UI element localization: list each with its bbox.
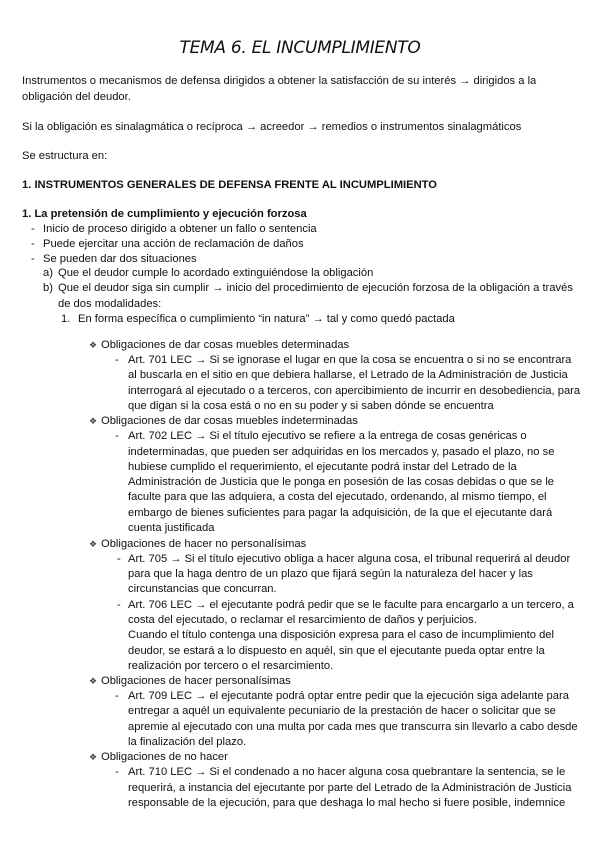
article-line: Art. 701 LEC → Si se ignorase el lugar en que la cosa se encuentra o si no se encontrara [128,354,572,366]
article-line: requerirá, a instancia del ejecutante por parte del Letrado de la Administración de Justicia [128,782,572,794]
article-line: Art. 705 → Si el título ejecutivo obliga a hacer alguna cosa, el tribunal requerirá al deudor [128,553,571,565]
article-line: Art. 706 LEC → el ejecutante podrá pedir que se le faculte para encargarlo a un tercero, a [128,599,574,611]
dash-marker: - [117,599,121,611]
bullet-item: Puede ejercitar una acción de reclamación de daños [43,238,304,250]
article-line: Cuando el título contenga una disposición expresa para el caso de incumplimiento del [128,629,555,641]
article-line: Art. 702 LEC → Si el título ejecutivo se refiere a la entrega de cosas genéricas o [128,430,527,442]
article-line: indeterminadas, que pueden ser adquiridas en los mercados y, pasado el plazo, no se [128,446,555,458]
article-line: la finalización del plazo. [128,736,247,748]
situation-a: Que el deudor cumple lo acordado extinguiéndose la obligación [58,267,374,279]
dash-marker: - [117,553,121,565]
article-line: entregar a aquél un equivalente pecuniario de la prestación de hacer o solicitar que se [128,705,556,717]
article-line: embargo de bienes suficientes para pagar la adquisición, de la que el ejecutante dará [128,507,553,519]
intro-line: Instrumentos o mecanismos de defensa dirigidos a obtener la satisfacción de su interés → dirigidos a la [22,75,537,87]
article-line: Art. 710 LEC → Si el condenado a no hacer alguna cosa quebrantare la sentencia, se le [128,766,566,778]
article-line: que digan si la cosa está o no en su poder y si saben dónde se encuentra [128,400,494,412]
article-line: circunstancias que concurran. [128,583,277,595]
diamond-bullet-icon: ❖ [89,676,98,686]
list-marker: 1. [61,313,71,325]
dash-marker: - [31,253,35,265]
situation-b: de dos modalidades: [58,298,162,310]
intro-paragraph: Se estructura en: [22,150,108,162]
dash-marker: - [31,238,35,250]
dash-marker: - [115,354,119,366]
article-line: apremie al ejecutado con una multa por cada mes que transcurra sin llevarlo a cabo desde [128,721,578,733]
dash-marker: - [115,766,119,778]
situation-b: Que el deudor siga sin cumplir → inicio del procedimiento de ejecución forzosa de la obligación a través [58,282,573,294]
dash-marker: - [115,690,119,702]
bullet-item: Inicio de proceso dirigido a obtener un fallo o sentencia [43,223,317,235]
diamond-bullet-icon: ❖ [89,752,98,762]
dash-marker: - [31,223,35,235]
intro-paragraph: Si la obligación es sinalagmática o recíproca → acreedor → remedios o instrumentos sinalagmáticos [22,121,522,133]
obligation-label: Obligaciones de dar cosas muebles indeterminadas [101,415,358,427]
diamond-bullet-icon: ❖ [89,416,98,426]
obligation-label: Obligaciones de no hacer [101,751,228,763]
article-line: deudor, se estará a lo dispuesto en aquél, sin que el ejecutante pueda optar entre la [128,645,545,657]
article-line: faculte para que las adquiera, a costa del ejecutado, ordenando, al mismo tiempo, el [128,491,547,503]
obligation-label: Obligaciones de dar cosas muebles determinadas [101,339,350,351]
article-line: hubiese cumplido el requerimiento, el ejecutante podrá instar del Letrado de la [128,461,517,473]
article-line: cuenta justificada [128,522,215,534]
dash-marker: - [115,430,119,442]
diamond-bullet-icon: ❖ [89,340,98,350]
page-title: TEMA 6. EL INCUMPLIMIENTO [179,38,421,58]
article-line: para que la haga dentro de un plazo que fijará según la naturaleza del hacer y las [128,568,533,580]
article-line: realización por tercero o el resarcimiento. [128,660,334,672]
section-heading: 1. INSTRUMENTOS GENERALES DE DEFENSA FRENTE AL INCUMPLIMIENTO [22,179,438,191]
diamond-bullet-icon: ❖ [89,539,98,549]
modality-1: En forma específica o cumplimiento “in natura” → tal y como quedó pactada [78,313,455,325]
obligation-label: Obligaciones de hacer personalísimas [101,675,291,687]
obligation-label: Obligaciones de hacer no personalísimas [101,538,307,550]
bullet-item: Se pueden dar dos situaciones [43,253,197,265]
list-marker: a) [43,267,53,279]
article-line: Administración de Justicia que le ponga en posesión de las cosas debidas o que se le [128,476,555,488]
article-line: responsable de la ejecución, para que deshaga lo mal hecho si fuere posible, indemnice [128,797,566,809]
list-marker: b) [43,282,53,294]
intro-line: obligación del deudor. [22,91,131,103]
article-line: costa del ejecutado, o reclamar el resarcimiento de daños y perjuicios. [128,614,477,626]
article-line: interrogará al ejecutado o a terceros, con apercibimiento de incurrir en desobediencia, para [128,385,581,397]
article-line: Art. 709 LEC → el ejecutante podrá optar entre pedir que la ejecución siga adelante para [128,690,569,702]
article-line: al buscarla en el sitio en que debiera hallarse, el Letrado de la Administración de Justicia [128,369,568,381]
subsection-heading: 1. La pretensión de cumplimiento y ejecución forzosa [22,208,307,220]
